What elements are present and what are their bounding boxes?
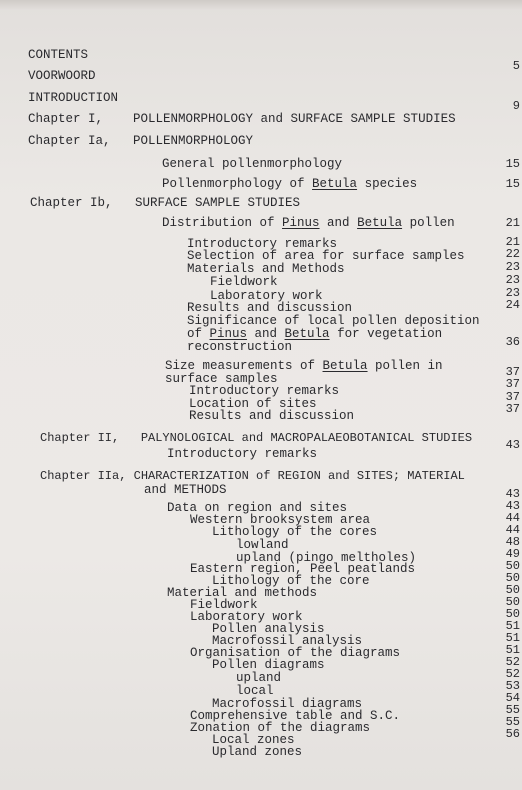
toc-line: Macrofossil diagrams [212, 697, 363, 711]
toc-line: Chapter Ia, POLLENMORPHOLOGY [28, 134, 254, 148]
page-number: 50 [505, 571, 520, 585]
page-number: 22 [505, 247, 520, 261]
toc-line: Chapter IIa, CHARACTERIZATION of REGION and SITES; MATERIAL [40, 469, 465, 483]
page-number: 23 [505, 273, 520, 287]
toc-line: Laboratory work [190, 610, 303, 624]
toc-line: Zonation of the diagrams [190, 721, 371, 735]
toc-line: Introductory remarks [167, 447, 318, 461]
page-number: 21 [505, 235, 520, 249]
toc-line: Chapter II, PALYNOLOGICAL and MACROPALAEOBOTANICAL STUDIES [40, 431, 473, 445]
toc-line: lowland [236, 538, 289, 552]
page-number: 43 [505, 499, 520, 513]
toc-line: Fieldwork [190, 598, 258, 612]
page-number: 52 [505, 667, 520, 681]
page-number: 50 [505, 607, 520, 621]
page-top-shadow [0, 0, 522, 10]
toc-line: reconstruction [187, 340, 293, 354]
page-number: 36 [505, 335, 520, 349]
toc-line: Western brooksystem area [190, 513, 371, 527]
page-number: 37 [505, 377, 520, 391]
page-number: 51 [505, 643, 520, 657]
toc-line: Pollenmorphology of Betula species [162, 177, 418, 191]
toc-line: Lithology of the core [212, 574, 370, 588]
toc-line: Organisation of the diagrams [190, 646, 401, 660]
page-number: 50 [505, 559, 520, 573]
page-number: 37 [505, 402, 520, 416]
page-number: 5 [512, 59, 520, 73]
toc-line: Laboratory work [210, 289, 323, 303]
page-number: 48 [505, 535, 520, 549]
toc-line: Fieldwork [210, 275, 278, 289]
toc-line: surface samples [165, 372, 278, 386]
toc-line: CONTENTS [28, 48, 89, 62]
toc-line: INTRODUCTION [28, 91, 119, 105]
page-number: 9 [512, 99, 520, 113]
toc-line: of Pinus and Betula for vegetation [187, 327, 443, 341]
page-number: 50 [505, 583, 520, 597]
toc-line: Selection of area for surface samples [187, 249, 465, 263]
toc-line: Material and methods [167, 586, 318, 600]
toc-line: Introductory remarks [189, 384, 340, 398]
toc-line: Significance of local pollen deposition [187, 314, 480, 328]
page-number: 24 [505, 298, 520, 312]
page-number: 51 [505, 631, 520, 645]
page-number: 55 [505, 703, 520, 717]
page-number: 23 [505, 260, 520, 274]
page-number: 53 [505, 679, 520, 693]
page-number: 15 [505, 177, 520, 191]
page-number: 49 [505, 547, 520, 561]
toc-line: Comprehensive table and S.C. [190, 709, 401, 723]
page-number: 43 [505, 487, 520, 501]
toc-line: Size measurements of Betula pollen in [165, 359, 443, 373]
toc-line: Lithology of the cores [212, 525, 378, 539]
page-number: 15 [505, 157, 520, 171]
page-number: 51 [505, 619, 520, 633]
page-number: 55 [505, 715, 520, 729]
page-number: 44 [505, 511, 520, 525]
page-number: 21 [505, 216, 520, 230]
toc-line: VOORWOORD [28, 69, 96, 83]
toc-line: Chapter I, POLLENMORPHOLOGY and SURFACE SAMPLE STUDIES [28, 112, 456, 126]
toc-line: Pollen diagrams [212, 658, 325, 672]
page-number: 50 [505, 595, 520, 609]
toc-line: Introductory remarks [187, 237, 338, 251]
toc-line: upland (pingo meltholes) [236, 551, 417, 565]
toc-line: Materials and Methods [187, 262, 345, 276]
toc-line: Upland zones [212, 745, 303, 759]
toc-line: Macrofossil analysis [212, 634, 363, 648]
toc-line: upland [236, 671, 282, 685]
toc-line: Location of sites [189, 397, 317, 411]
page-number: 44 [505, 523, 520, 537]
page-number: 43 [505, 438, 520, 452]
page-number: 56 [505, 727, 520, 741]
page-number: 52 [505, 655, 520, 669]
page-number: 37 [505, 390, 520, 404]
page-number: 54 [505, 691, 520, 705]
toc-line: General pollenmorphology [162, 157, 343, 171]
toc-line: Local zones [212, 733, 295, 747]
toc-line: local [236, 684, 274, 698]
toc-line: Results and discussion [187, 301, 353, 315]
toc-line: Data on region and sites [167, 501, 348, 515]
toc-line: Distribution of Pinus and Betula pollen [162, 216, 455, 230]
page-number: 23 [505, 286, 520, 300]
toc-line: and METHODS [144, 483, 227, 497]
toc-line: Eastern region, Peel peatlands [190, 562, 416, 576]
toc-line: Results and discussion [189, 409, 355, 423]
toc-line: Chapter Ib, SURFACE SAMPLE STUDIES [30, 196, 301, 210]
page-number: 37 [505, 365, 520, 379]
toc-line: Pollen analysis [212, 622, 325, 636]
